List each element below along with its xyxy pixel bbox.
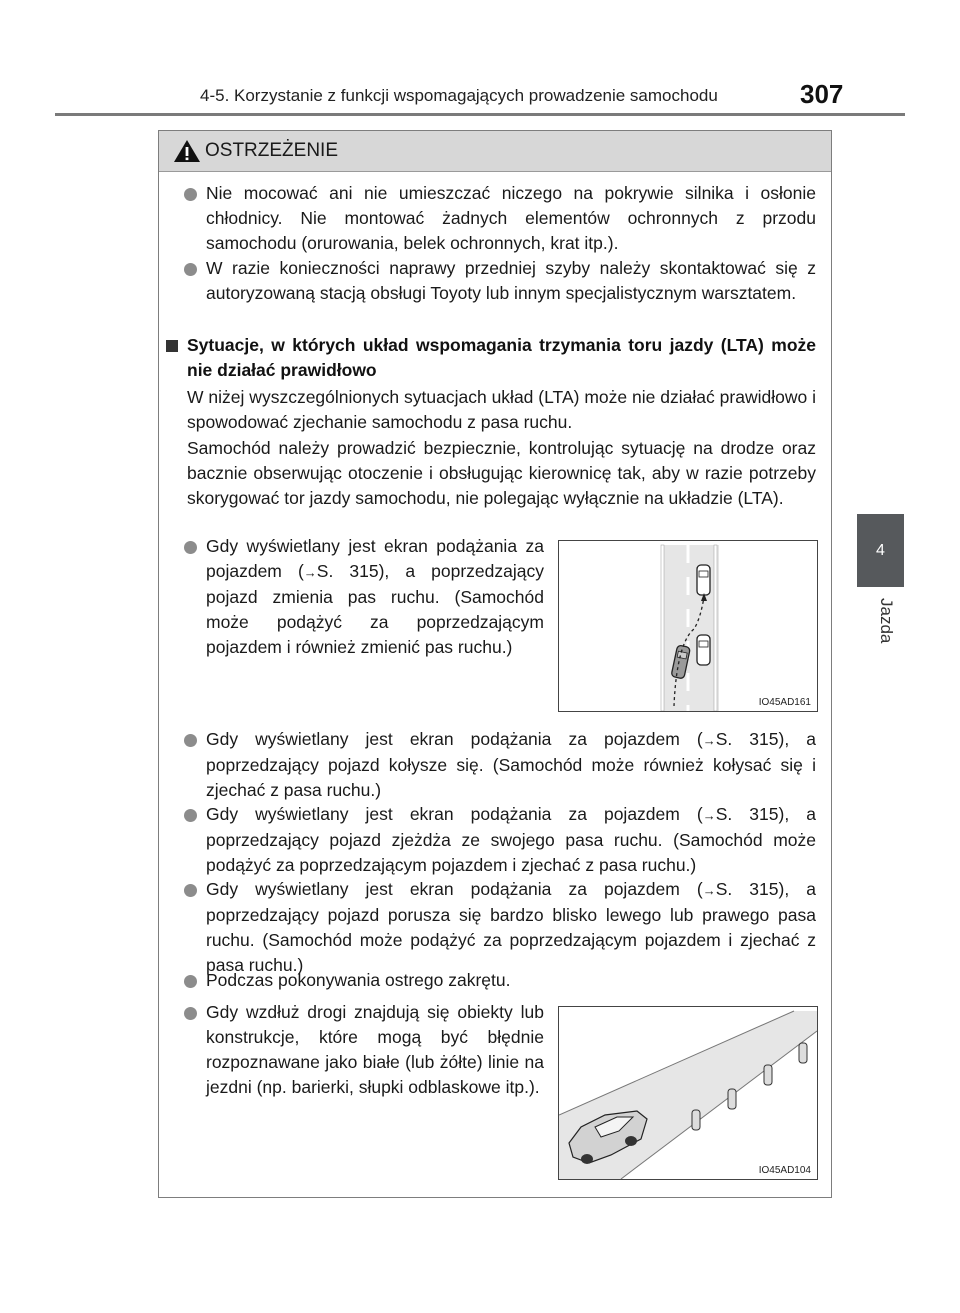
warning-triangle-icon [173, 139, 201, 163]
situation-leaving-lane-text-b: ), a poprzedzający pojazd zjeżdża ze swojego pasa ruchu. (Samochód może podążyć za poprzedzającym pojazdem i zjechać z pasa ruchu.) [206, 804, 816, 875]
reflector-post-icon [764, 1065, 772, 1085]
lead-vehicle-icon [697, 635, 710, 665]
warning-item-hood: Nie mocować ani nie umieszczać niczego na pokrywie silnika i osłonie chłodnicy. Nie montować żadnych elementów ochronnych z przodu samochodu (orurowania, belek ochronnych, krat itp.). [206, 183, 816, 253]
warning-header [159, 131, 831, 172]
bullet-dot-icon [184, 884, 197, 897]
bullet-dot-icon [184, 541, 197, 554]
figure-lane-change [558, 540, 818, 712]
reference-arrow-icon: → [702, 883, 716, 898]
header-divider [55, 113, 905, 116]
safety-paragraph: Samochód należy prowadzić bezpiecznie, kontrolując sytuację na drodze oraz bacznie obserwując otoczenie i obsługując kierownicę tak, aby w razie potrzeby skorygować tor jazdy samochodu, nie polegając wyłącznie na układzie (LTA). [187, 438, 816, 508]
situation-leaving-lane [206, 802, 816, 878]
reflector-post-icon [799, 1043, 807, 1063]
situation-near-edge [206, 877, 816, 978]
lead-vehicle-icon [697, 565, 710, 595]
situation-leaving-lane-text-a: Gdy wyświetlany jest ekran podążania za pojazdem ( [206, 804, 703, 824]
bullet-dot-icon [184, 263, 197, 276]
situation-lane-change-text-b: ), a poprzedzający pojazd zmienia pas ruchu. (Samochód może podążyć za poprzedzającym pojazdem i również zmienić pas ruchu.) [206, 561, 544, 657]
reference-arrow-icon: → [702, 733, 716, 748]
warning-item-windshield: W razie konieczności naprawy przedniej szyby należy skontaktować się z autoryzowaną stacją obsługi Toyoty lub innym specjalistycznym warsztatem. [206, 258, 816, 303]
chapter-tab[interactable] [857, 514, 904, 587]
section-heading: Sytuacje, w których układ wspomagania trzymania toru jazdy (LTA) może nie działać prawidłowo [187, 335, 816, 380]
situation-swaying-text-a: Gdy wyświetlany jest ekran podążania za pojazdem ( [206, 729, 703, 749]
reference-arrow-icon: → [702, 808, 716, 823]
situation-near-edge-text-b: ), a poprzedzający pojazd porusza się bardzo blisko lewego lub prawego pasa ruchu. (Samochód może podążyć za poprzedzającym pojazdem i zjechać z pasa ruchu.) [206, 879, 816, 975]
situation-lane-change-text-a: Gdy wyświetlany jest ekran podążania za pojazdem ( [206, 536, 544, 581]
reference-arrow-icon: → [303, 565, 317, 580]
figure-code: IO45AD161 [758, 697, 811, 708]
warning-title: OSTRZEŻENIE [205, 140, 339, 161]
bullet-dot-icon [184, 975, 197, 988]
bullet-dot-icon [184, 188, 197, 201]
page-reference-link[interactable]: S. 315 [316, 561, 379, 581]
situation-near-edge-text-a: Gdy wyświetlany jest ekran podążania za pojazdem ( [206, 879, 703, 899]
bullet-dot-icon [184, 1007, 197, 1020]
roadside-objects-illustration [559, 1007, 817, 1179]
situation-roadside-objects: Gdy wzdłuż drogi znajdują się obiekty lub konstrukcje, które mogą być błędnie rozpoznawane jako białe (lub żółte) linie na jezdni (np. barierki, słupki odblaskowe itp.). [206, 1002, 544, 1097]
chapter-label: Jazda [877, 598, 896, 644]
square-bullet-icon [166, 340, 178, 352]
reflector-post-icon [728, 1089, 736, 1109]
lane-change-illustration [559, 541, 817, 711]
chapter-number: 4 [876, 541, 885, 559]
page-number: 307 [800, 79, 844, 109]
page-reference-link[interactable]: S. 315 [715, 729, 779, 749]
page-reference-link[interactable]: S. 315 [715, 879, 779, 899]
header-title: 4-5. Korzystanie z funkcji wspomagających prowadzenie samochodu [200, 86, 718, 105]
situation-swaying [206, 727, 816, 803]
figure-roadside-objects [558, 1006, 818, 1180]
bullet-dot-icon [184, 809, 197, 822]
figure-code: IO45AD104 [758, 1165, 811, 1176]
situation-sharp-curve: Podczas pokonywania ostrego zakrętu. [206, 970, 511, 990]
bullet-dot-icon [184, 734, 197, 747]
situation-lane-change [206, 534, 544, 660]
page-reference-link[interactable]: S. 315 [715, 804, 779, 824]
situation-swaying-text-b: ), a poprzedzający pojazd kołysze się. (Samochód może również kołysać się i zjechać z pasa ruchu.) [206, 729, 816, 800]
intro-paragraph: W niżej wyszczególnionych sytuacjach układ (LTA) może nie działać prawidłowo i spowodować zjechanie samochodu z pasa ruchu. [187, 387, 816, 432]
reflector-post-icon [692, 1110, 700, 1130]
